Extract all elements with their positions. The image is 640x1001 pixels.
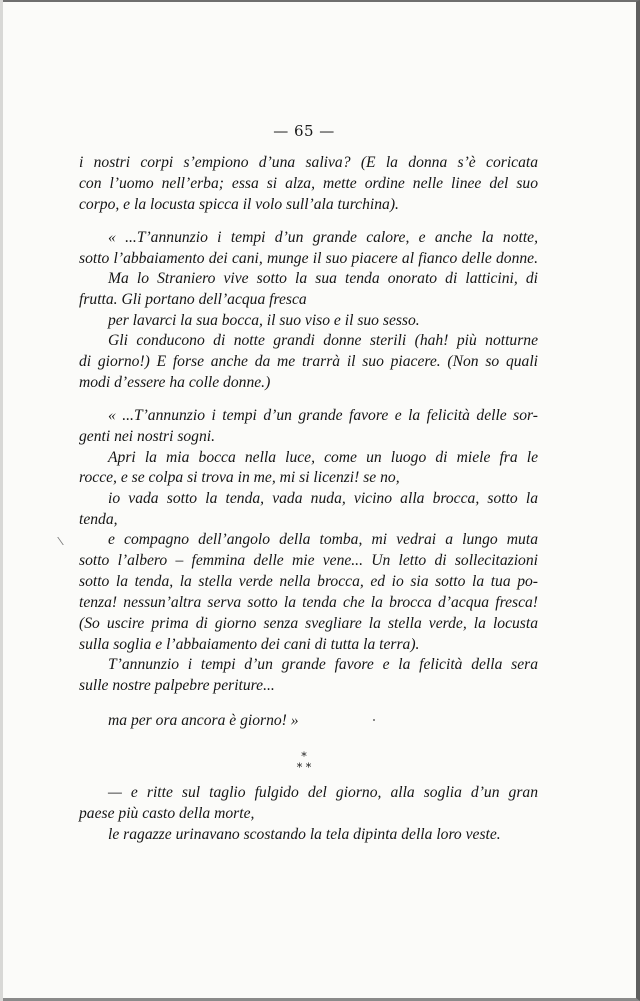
text-line: tenza! nessun’altra serva sotto la tenda che la brocca d’acqua fresca! — [79, 594, 538, 611]
text-line: corpo, e la locusta spicca il volo sull’ala turchina). — [79, 196, 399, 213]
text-line: sulla soglia e l’abbaiamento dei cani di tutta la terra). — [79, 636, 420, 653]
text-line: sotto l’abbaiamento dei cani, munge il suo piacere al fianco delle donne. — [79, 250, 538, 267]
text-line: frutta. Gli portano dell’acqua fresca — [79, 291, 307, 308]
text-line: rocce, e se colpa si trova in me, mi si licenzi! se no, — [79, 469, 400, 486]
page-edge-shadow — [0, 0, 3, 1001]
asterism-top: * — [301, 750, 307, 763]
text-line: « ...T’annunzio i tempi d’un grande favore e la felicità delle sor- — [108, 407, 538, 424]
text-line: ma per ora ancora è giorno! » — [108, 712, 299, 729]
asterism-bottom: * * — [296, 761, 312, 774]
text-line: Gli conducono di notte grandi donne sterili (hah! più notturne — [108, 332, 538, 349]
text-line: « ...T’annunzio i tempi d’un grande calore, e anche la notte, — [108, 229, 538, 246]
text-line: Apri la mia bocca nella luce, come un luogo di miele fra le — [108, 449, 538, 466]
text-line: sotto l’albero – femmina delle mie vene... Un letto di sollecitazioni — [79, 552, 538, 569]
text-line: T’annunzio i tempi d’un grande favore e la felicità della sera — [108, 656, 538, 673]
text-line: i nostri corpi s’empiono d’una saliva? (E la donna s’è coricata — [79, 154, 538, 171]
text-line: genti nei nostri sogni. — [79, 428, 216, 445]
scan-speck — [373, 719, 375, 721]
text-line: — e ritte sul taglio fulgido del giorno, alla soglia d’un gran — [108, 784, 538, 801]
text-line: paese più casto della morte, — [79, 805, 255, 822]
text-line: e compagno dell’angolo della tomba, mi vedrai a lungo muta — [108, 531, 538, 548]
text-line: Ma lo Straniero vive sotto la sua tenda onorato di latticini, di — [108, 270, 538, 287]
text-line: di giorno!) E forse anche da me trarrà il suo piacere. (Non so quali — [79, 353, 538, 370]
text-line: tenda, — [79, 511, 118, 528]
text-line: per lavarci la sua bocca, il suo viso e il suo sesso. — [108, 312, 420, 329]
text-line: con l’uomo nell’erba; essa si alza, mette ordine nelle linee del suo — [79, 175, 538, 192]
text-line: le ragazze urinavano scostando la tela dipinta della loro veste. — [108, 826, 501, 843]
text-line: modi d’essere ha colle donne.) — [79, 374, 271, 391]
text-line: sulle nostre palpebre periture... — [79, 677, 275, 694]
page-number: — 65 — — [273, 122, 335, 140]
text-line: sotto la tenda, la stella verde nella brocca, ed io sia sotto la tua po- — [79, 573, 538, 590]
text-line: io vada sotto la tenda, vada nuda, vicino alla brocca, sotto la — [108, 490, 538, 507]
text-line: (So uscire prima di giorno senza svegliare la stella verde, la locusta — [79, 615, 538, 632]
